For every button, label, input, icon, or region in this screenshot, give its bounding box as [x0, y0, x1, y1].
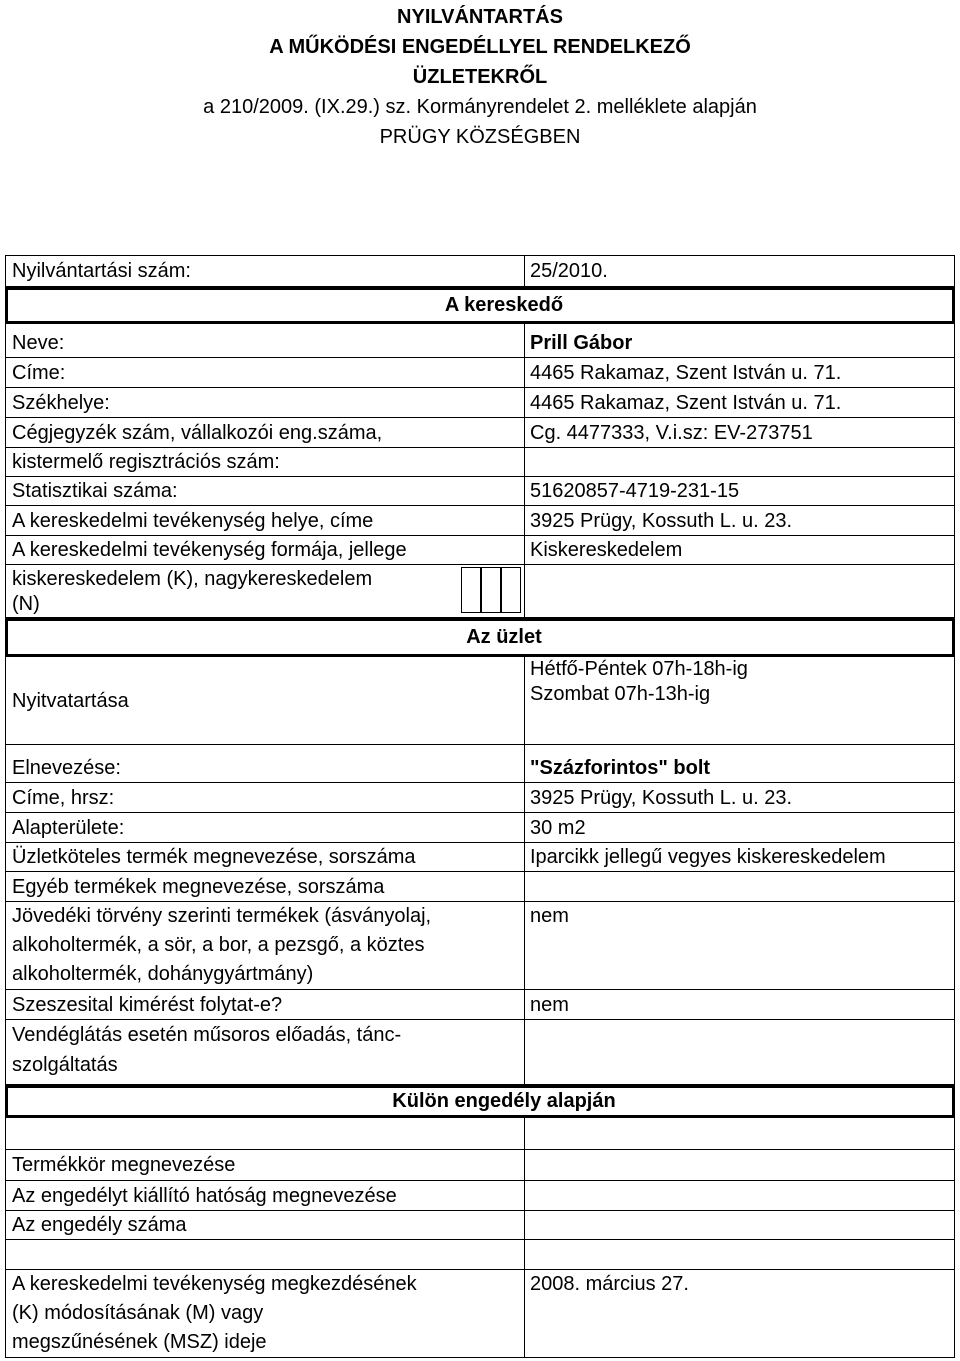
trader-address-value: 4465 Rakamaz, Szent István u. 71.	[530, 361, 842, 384]
entertainment-label	[6, 1020, 525, 1084]
activity-dates-label-line: (K) módosításának (M) vagy	[12, 1302, 264, 1324]
excise-products-value: nem	[530, 905, 569, 927]
activity-place-row	[5, 506, 955, 536]
trader-name-value: Prill Gábor	[530, 332, 633, 354]
empty-cell	[525, 1150, 954, 1180]
blank-row	[5, 1118, 955, 1150]
trader-seat-label: Székhelye:	[6, 388, 525, 417]
retail-wholesale-row	[5, 565, 955, 618]
activity-dates-label-line: megszűnésének (MSZ) ideje	[12, 1331, 267, 1353]
entertainment-label-line: szolgáltatás	[12, 1054, 118, 1076]
spirits-serving-label: Szeszesital kimérést folytat-e?	[6, 990, 525, 1019]
activity-place-value: 3925 Prügy, Kossuth L. u. 23.	[530, 509, 793, 532]
trader-address-row	[5, 358, 955, 388]
empty-cell	[525, 1118, 954, 1149]
trader-name-row	[5, 324, 955, 358]
activity-dates-row	[5, 1270, 955, 1358]
empty-cell	[6, 1240, 525, 1269]
entertainment-label-line: Vendéglátás esetén műsoros előadás, tánc-	[12, 1024, 402, 1046]
company-registration-label: Cégjegyzék szám, vállalkozói eng.száma,	[6, 418, 525, 447]
trader-seat-row	[5, 388, 955, 418]
excise-products-label-line: alkoholtermék, dohánygyártmány)	[12, 963, 314, 985]
entertainment-row	[5, 1020, 955, 1085]
opening-hours-line: Szombat 07h-13h-ig	[530, 683, 711, 705]
retail-wholesale-label-line: kiskereskedelem (K), nagykereskedelem	[12, 568, 373, 590]
empty-cell	[525, 1211, 954, 1239]
locality: PRÜGY KÖZSÉGBEN	[379, 126, 581, 148]
checkbox-box	[501, 567, 521, 613]
empty-cell	[525, 872, 954, 901]
document-title-line: NYILVÁNTARTÁS	[397, 6, 563, 28]
issuing-authority-row	[5, 1181, 955, 1211]
registry-table	[5, 255, 955, 1358]
shop-address-row	[5, 783, 955, 813]
shop-name-row	[5, 745, 955, 783]
special-permit-heading-text: Külön engedély alapján	[392, 1090, 616, 1112]
k-n-checkbox-group	[461, 567, 521, 613]
empty-cell	[525, 1020, 954, 1084]
registry-number-row	[5, 255, 955, 287]
statistical-number-row	[5, 477, 955, 506]
blank-row	[5, 1240, 955, 1270]
activity-dates-label-line: A kereskedelmi tevékenység megkezdésének	[12, 1273, 417, 1295]
excise-products-label	[6, 902, 525, 989]
producer-registration-label: kistermelő regisztrációs szám:	[6, 448, 525, 476]
shop-address-label: Címe, hrsz:	[6, 783, 525, 812]
other-products-row	[5, 872, 955, 902]
other-products-label: Egyéb termékek megnevezése, sorszáma	[6, 872, 525, 901]
company-registration-value: Cg. 4477333, V.i.sz: EV-273751	[530, 421, 813, 444]
trader-address-label: Címe:	[6, 358, 525, 387]
trader-name-label: Neve:	[6, 324, 525, 357]
activity-place-label: A kereskedelmi tevékenység helye, címe	[6, 506, 525, 535]
floor-area-value: 30 m2	[530, 816, 586, 839]
activity-form-row	[5, 536, 955, 565]
trader-seat-value: 4465 Rakamaz, Szent István u. 71.	[530, 391, 842, 414]
shop-name-label: Elnevezése:	[6, 745, 525, 782]
shop-section-heading	[5, 618, 955, 657]
empty-cell	[525, 448, 954, 476]
shop-name-value: "Százforintos" bolt	[530, 757, 711, 779]
floor-area-row	[5, 813, 955, 843]
opening-hours-value	[525, 657, 954, 744]
excise-products-row	[5, 902, 955, 990]
spirits-serving-row	[5, 990, 955, 1020]
floor-area-label: Alapterülete:	[6, 813, 525, 842]
statistical-number-value: 51620857-4719-231-15	[530, 480, 740, 502]
registry-number-label: Nyilvántartási szám:	[6, 256, 525, 286]
checkbox-box	[461, 567, 481, 613]
opening-hours-label: Nyitvatartása	[6, 657, 525, 744]
excise-products-label-line: Jövedéki törvény szerinti termékek (ásványolaj,	[12, 905, 432, 927]
trader-heading-text: A kereskedő	[444, 294, 564, 316]
empty-cell	[525, 565, 954, 617]
activity-form-value: Kiskereskedelem	[530, 539, 683, 561]
permit-number-label: Az engedély száma	[6, 1211, 525, 1239]
special-permit-section-heading	[5, 1085, 955, 1118]
opening-hours-line: Hétfő-Péntek 07h-18h-ig	[530, 658, 748, 680]
legal-basis: a 210/2009. (IX.29.) sz. Kormányrendelet 2. melléklete alapján	[203, 96, 757, 118]
empty-cell	[525, 1240, 954, 1269]
retail-wholesale-label-line: (N)	[12, 593, 40, 615]
statistical-number-label: Statisztikai száma:	[6, 477, 525, 505]
empty-cell	[6, 1118, 525, 1149]
activity-dates-label	[6, 1270, 525, 1357]
checkbox-box	[481, 567, 501, 613]
excise-products-label-line: alkoholtermék, a sör, a bor, a pezsgő, a köztes	[12, 934, 425, 956]
licensed-products-row	[5, 843, 955, 872]
producer-registration-row	[5, 448, 955, 477]
licensed-products-label: Üzletköteles termék megnevezése, sorszáma	[6, 843, 525, 871]
permit-number-row	[5, 1211, 955, 1240]
company-registration-row	[5, 418, 955, 448]
document-title-line: ÜZLETEKRŐL	[412, 66, 548, 88]
shop-address-value: 3925 Prügy, Kossuth L. u. 23.	[530, 786, 793, 809]
issuing-authority-label: Az engedélyt kiállító hatóság megnevezése	[6, 1181, 525, 1210]
licensed-products-value: Iparcikk jellegű vegyes kiskereskedelem	[530, 846, 886, 868]
registry-number-value: 25/2010.	[530, 260, 608, 282]
empty-cell	[525, 1181, 954, 1210]
spirits-serving-value: nem	[530, 993, 569, 1016]
activity-dates-value: 2008. március 27.	[530, 1273, 689, 1295]
shop-heading-text: Az üzlet	[466, 626, 542, 648]
retail-wholesale-label	[6, 565, 525, 617]
product-range-row	[5, 1150, 955, 1181]
document-title-line: A MŰKÖDÉSI ENGEDÉLLYEL RENDELKEZŐ	[269, 36, 691, 58]
product-range-label: Termékkör megnevezése	[6, 1150, 525, 1180]
opening-hours-row	[5, 657, 955, 745]
document-header	[0, 2, 960, 152]
trader-section-heading	[5, 287, 955, 324]
activity-form-label: A kereskedelmi tevékenység formája, jellege	[6, 536, 525, 564]
